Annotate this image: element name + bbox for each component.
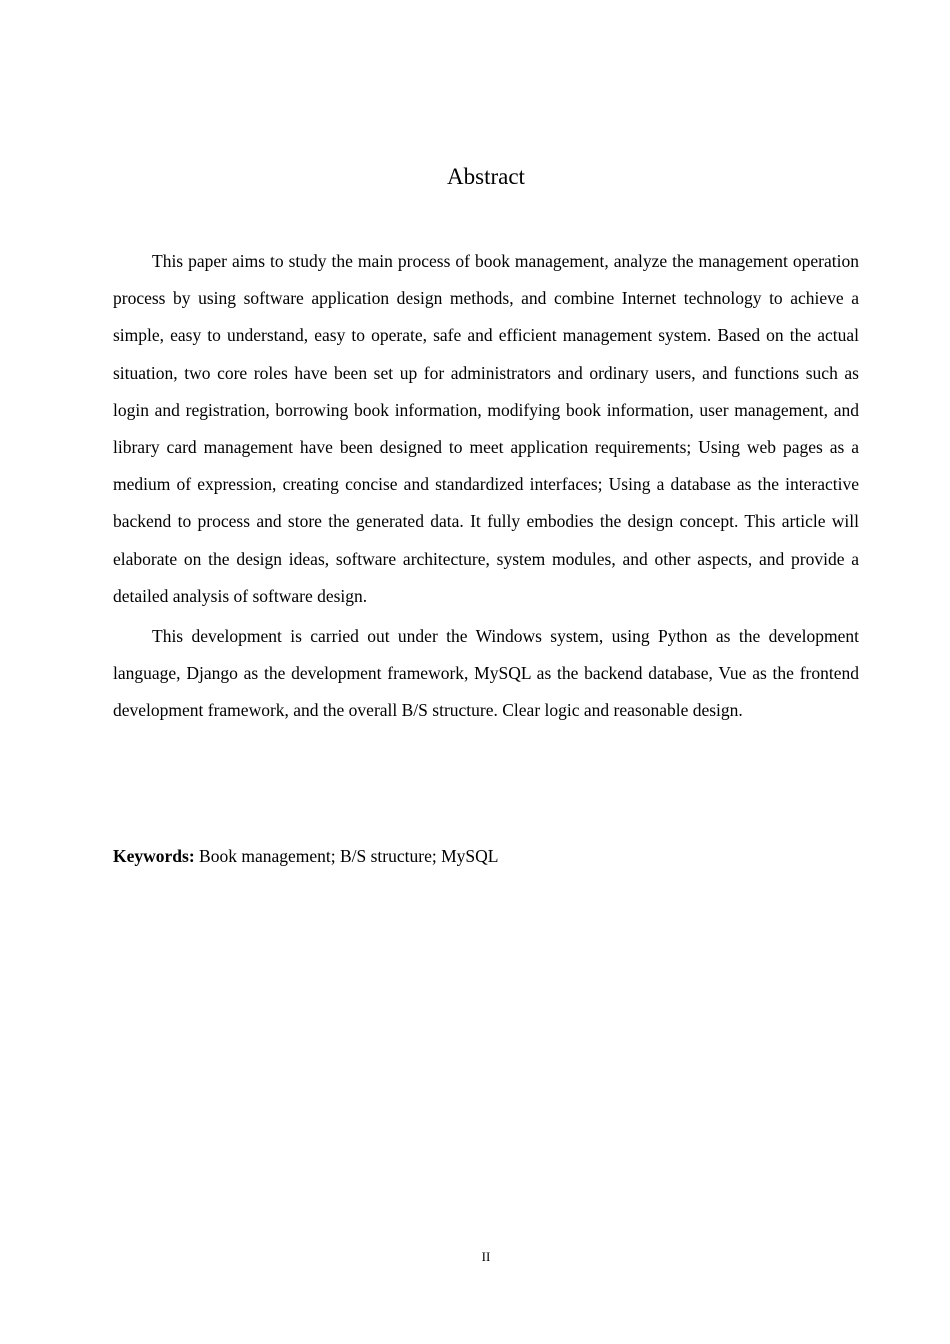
keywords-text: Book management; B/S structure; MySQL: [199, 846, 499, 866]
keywords-line: [113, 842, 859, 870]
abstract-paragraph-2: This development is carried out under the Windows system, using Python as the development language, Django as the development framework, MySQL as the backend database, Vue as the frontend development framework, and the overall B/S structure. Clear logic and reasonable design.: [113, 626, 859, 721]
keywords-label: Keywords:: [113, 846, 195, 866]
abstract-paragraph-1: This paper aims to study the main process of book management, analyze the management operation process by using software application design methods, and combine Internet technology to achieve a simple, easy to understand, easy to operate, safe and efficient management system. Based on the actual situation, two core roles have been set up for administrators and ordinary users, and functions such as login and registration, borrowing book information, modifying book information, user management, and library card management have been designed to meet application requirements; Using web pages as a medium of expression, creating concise and standardized interfaces; Using a database as the interactive backend to process and store the generated data. It fully embodies the design concept. This article will elaborate on the design ideas, software architecture, system modules, and other aspects, and provide a detailed analysis of software design.: [113, 251, 859, 606]
page-number: II: [481, 1249, 491, 1264]
abstract-title: Abstract: [447, 164, 525, 189]
abstract-body: [113, 243, 859, 733]
